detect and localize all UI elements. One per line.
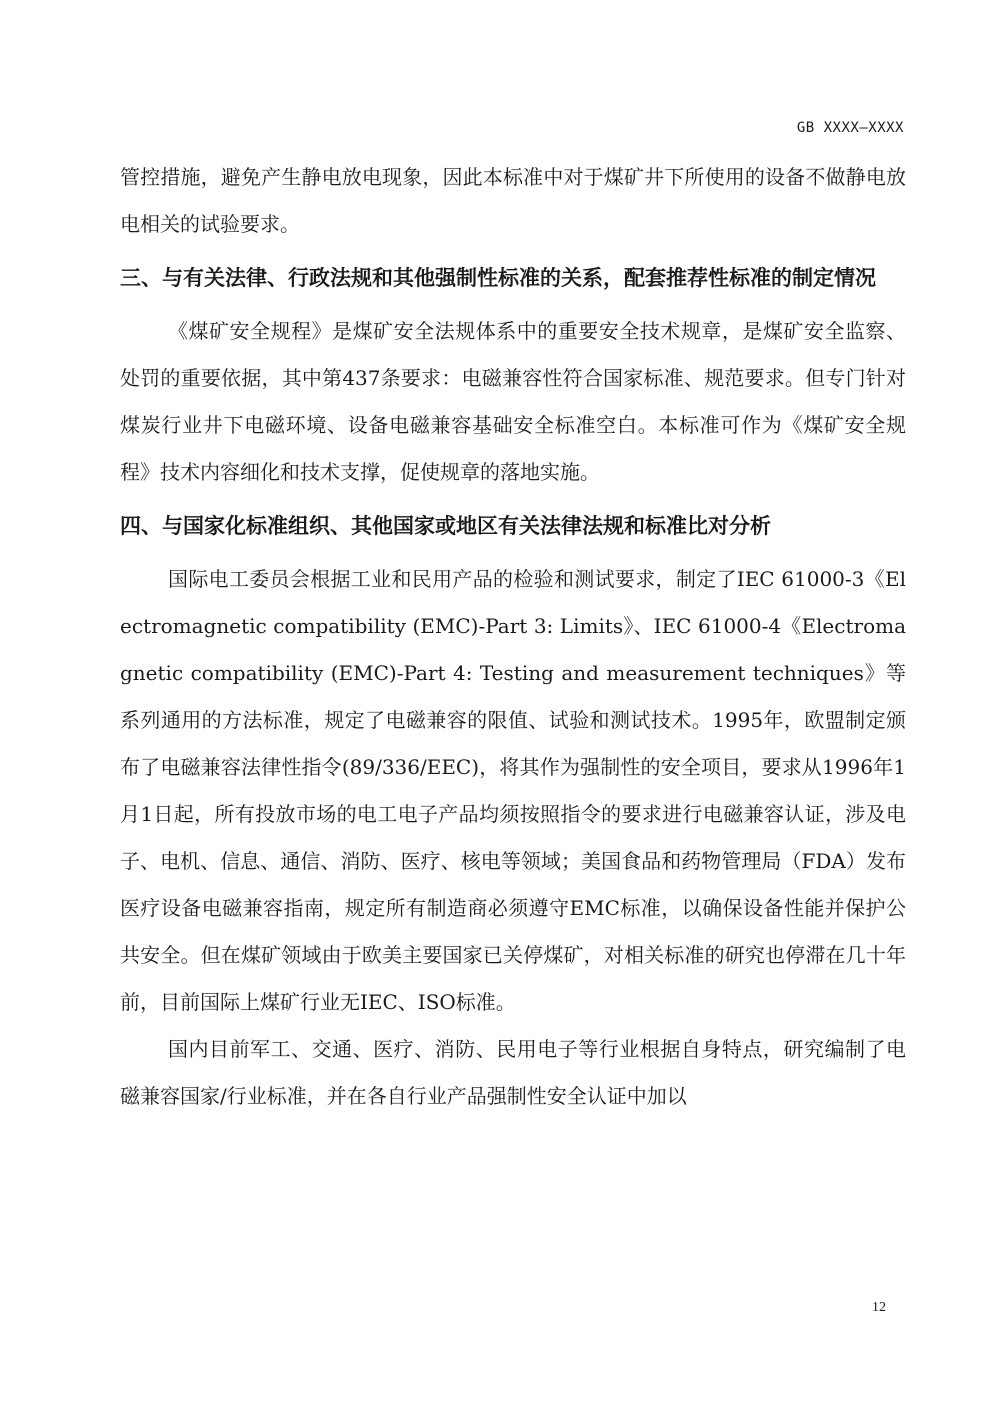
document-code: GB XXXX—XXXX (796, 120, 904, 136)
document-body (120, 154, 906, 1120)
section-4-paragraph-2: 国内目前军工、交通、医疗、消防、民用电子等行业根据自身特点，研究编制了电磁兼容国家/行业标准，并在各自行业产品强制性安全认证中加以 (120, 1037, 906, 1108)
section-3-heading: 三、与有关法律、行政法规和其他强制性标准的关系，配套推荐性标准的制定情况 (120, 266, 876, 290)
section-3-paragraph: 《煤矿安全规程》是煤矿安全法规体系中的重要安全技术规章，是煤矿安全监察、处罚的重要依据，其中第437条要求：电磁兼容性符合国家标准、规范要求。但专门针对煤炭行业井下电磁环境、设备电磁兼容基础安全标准空白。本标准可作为《煤矿安全规程》技术内容细化和技术支撑，促使规章的落地实施。 (120, 319, 906, 484)
section-4-heading: 四、与国家化标准组织、其他国家或地区有关法律法规和标准比对分析 (120, 514, 771, 538)
page-number: 12 (872, 1300, 886, 1315)
continued-paragraph: 管控措施，避免产生静电放电现象，因此本标准中对于煤矿井下所使用的设备不做静电放电相关的试验要求。 (120, 165, 906, 236)
section-4-paragraph-1: 国际电工委员会根据工业和民用产品的检验和测试要求，制定了IEC 61000-3《Electromagnetic compatibility (EMC)-Part 3: Limits》、IEC 61000-4《Electromagnetic compatibility (EMC)-Part 4: Testing and measurement techniques》等系列通用的方法标准，规定了电磁兼容的限值、试验和测试技术。1995年，欧盟制定颁布了电磁兼容法律性指令(89/336/EEC)，将其作为强制性的安全项目，要求从1996年1月1日起，所有投放市场的电工电子产品均须按照指令的要求进行电磁兼容认证，涉及电子、电机、信息、通信、消防、医疗、核电等领域；美国食品和药物管理局（FDA）发布医疗设备电磁兼容指南，规定所有制造商必须遵守EMC标准，以确保设备性能并保护公共安全。但在煤矿领域由于欧美主要国家已关停煤矿，对相关标准的研究也停滞在几十年前，目前国际上煤矿行业无IEC、ISO标准。 (120, 567, 906, 1014)
